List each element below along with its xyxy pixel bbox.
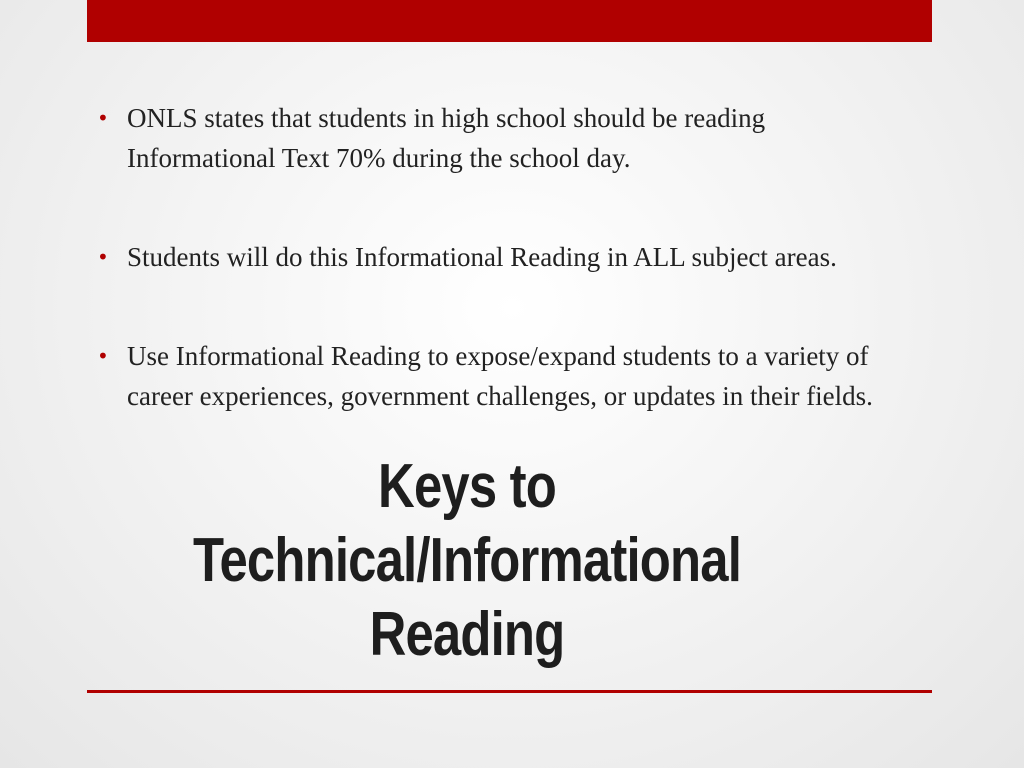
bullet-item <box>97 98 917 178</box>
bottom-divider <box>87 690 932 693</box>
bullet-item <box>97 336 917 416</box>
bullet-item <box>97 237 917 277</box>
bullet-text: Students will do this Informational Reading in ALL subject areas. <box>127 242 837 272</box>
top-accent-bar <box>87 0 932 42</box>
bullet-list <box>97 98 917 416</box>
title-line: Keys to <box>378 452 556 521</box>
bullet-text: ONLS states that students in high school should be reading Informational Text 70% during the school day. <box>127 103 766 173</box>
title-line: Technical/Informational <box>192 526 741 595</box>
bullet-dot-icon: • <box>97 245 109 269</box>
slide-title <box>155 450 778 672</box>
bullet-dot-icon: • <box>97 106 109 130</box>
title-line: Reading <box>369 600 565 669</box>
bullet-text: Use Informational Reading to expose/expand students to a variety of career experiences, government challenges, or updates in their fields. <box>127 341 873 411</box>
bullet-dot-icon: • <box>97 344 109 368</box>
